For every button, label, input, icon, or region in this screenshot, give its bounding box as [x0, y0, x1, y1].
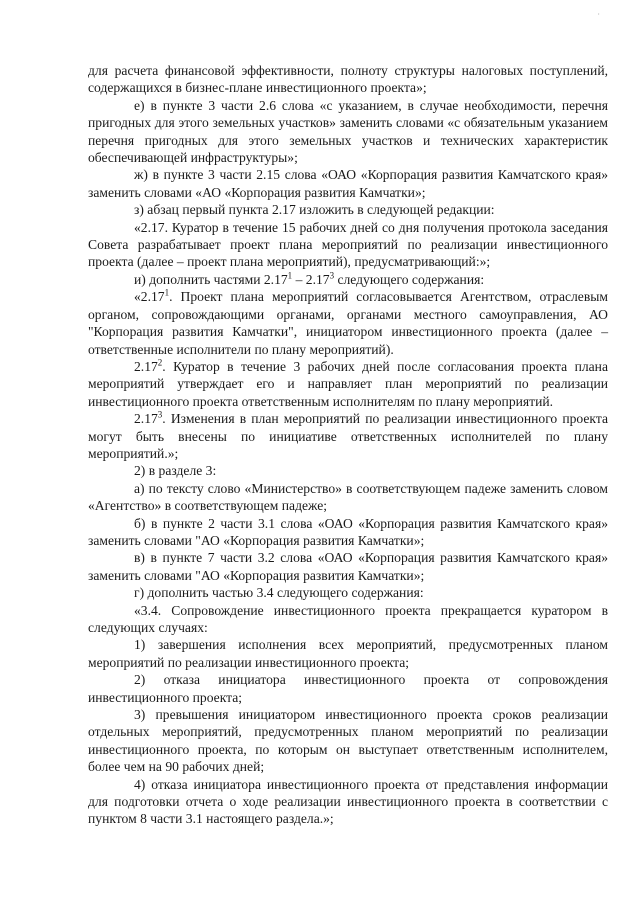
superscript: 3: [157, 409, 163, 420]
text-run: а) по тексту слово «Министерство» в соответствующем падеже заменить словом «Агентство» в соответствующем падеже;: [88, 480, 608, 514]
text-run: 2.17: [134, 358, 158, 374]
text-run: г) дополнить частью 3.4 следующего содержания:: [134, 585, 424, 601]
superscript: 2: [157, 357, 163, 368]
text-run: «3.4. Сопровождение инвестиционного проекта прекращается куратором в следующих случаях:: [88, 602, 608, 635]
paragraph-p5: [88, 219, 608, 271]
superscript: 1: [164, 287, 170, 298]
paragraph-p19: [88, 776, 608, 828]
paragraph-p9: [88, 410, 608, 462]
text-run: б) в пункте 2 части 3.1 слова «ОАО «Корпорация развития Камчатского края» заменить словами "АО «Корпорация развития Камчатки»;: [88, 515, 608, 548]
superscript: 3: [329, 270, 335, 281]
text-run: 1) завершения исполнения всех мероприятий, предусмотренных планом мероприятий по реализации инвестиционного проекта;: [88, 637, 608, 670]
text-run: и) дополнить частями 2.17: [134, 271, 288, 287]
paragraph-p3: [88, 166, 608, 201]
paragraph-p8: [88, 358, 608, 410]
paragraph-p17: [88, 671, 608, 706]
text-run: 2) отказа инициатора инвестиционного проекта от сопровождения инвестиционного проекта;: [88, 672, 608, 705]
paragraph-p7: [88, 288, 608, 358]
superscript: 1: [287, 270, 293, 281]
text-run: 2) в разделе 3:: [134, 463, 217, 479]
paragraph-p18: [88, 706, 608, 776]
text-run: ж) в пункте 3 части 2.15 слова «ОАО «Корпорация развития Камчатского края» заменить словами «АО «Корпорация развития Камчатки»;: [88, 167, 608, 200]
paragraph-p2: [88, 97, 608, 167]
text-run: . Проект плана мероприятий согласовывается Агентством, отраслевым органом, сопровождающими органами, органами местного самоуправления, АО "Корпорация развития Камчатки", инициатором инвестиционного проекта (далее – ответственные исполнители по плану мероприятий).: [88, 289, 608, 357]
paragraph-p10: [88, 462, 608, 479]
paragraph-p13: [88, 549, 608, 584]
paragraph-p16: [88, 636, 608, 671]
text-run: следующего содержания:: [334, 271, 485, 287]
text-run: 4) отказа инициатора инвестиционного проекта от представления информации для подготовки отчета о ходе реализации инвестиционного проекта в соответствии с пунктом 8 части 3.1 настоящего раздела.»;: [88, 776, 608, 827]
paragraph-p1: [88, 62, 608, 97]
paragraph-p4: [88, 201, 608, 218]
paragraph-p6: [88, 271, 608, 288]
text-run: е) в пункте 3 части 2.6 слова «с указанием, в случае необходимости, перечня пригодных для этого земельных участков» заменить словами «с обязательным указанием перечня пригодных для этого земельных участков и технических характеристик обеспечивающей инфраструктуры»;: [88, 97, 608, 166]
text-run: . Изменения в план мероприятий по реализации инвестиционного проекта могут быть внесены по инициативе ответственных исполнителей по плану мероприятий.»;: [88, 411, 608, 461]
document-page: [88, 62, 608, 828]
text-run: для расчета финансовой эффективности, полноту структуры налоговых поступлений, содержащихся в бизнес-плане инвестиционного проекта»;: [88, 63, 608, 96]
text-run: «2.17: [134, 289, 165, 305]
text-run: «2.17. Куратор в течение 15 рабочих дней со дня получения протокола заседания Совета разрабатывает проект плана мероприятий по реализации инвестиционного проекта (далее – проект плана мероприятий), предусматривающий:»;: [88, 219, 608, 270]
text-run: в) в пункте 7 части 3.2 слова «ОАО «Корпорация развития Камчатского края» заменить словами "АО «Корпорация развития Камчатки»;: [88, 550, 608, 583]
text-run: 3) превышения инициатором инвестиционного проекта сроков реализации отдельных мероприятий, предусмотренных планом мероприятий по реализации инвестиционного проекта, по которым он выступает ответственным исполнителем, более чем на 90 рабочих дней;: [88, 707, 608, 775]
scan-mark: ·: [597, 10, 600, 19]
paragraph-p15: [88, 602, 608, 637]
text-run: з) абзац первый пункта 2.17 изложить в следующей редакции:: [134, 202, 495, 218]
text-run: . Куратор в течение 3 рабочих дней после согласования проекта плана мероприятий утверждает его и направляет план мероприятий по реализации инвестиционного проекта ответственным исполнителям по плану мероприятий.: [88, 358, 608, 409]
paragraph-p14: [88, 584, 608, 601]
paragraph-p11: [88, 480, 608, 515]
paragraph-p12: [88, 515, 608, 550]
text-run: – 2.17: [292, 271, 330, 287]
text-run: 2.17: [134, 411, 158, 427]
